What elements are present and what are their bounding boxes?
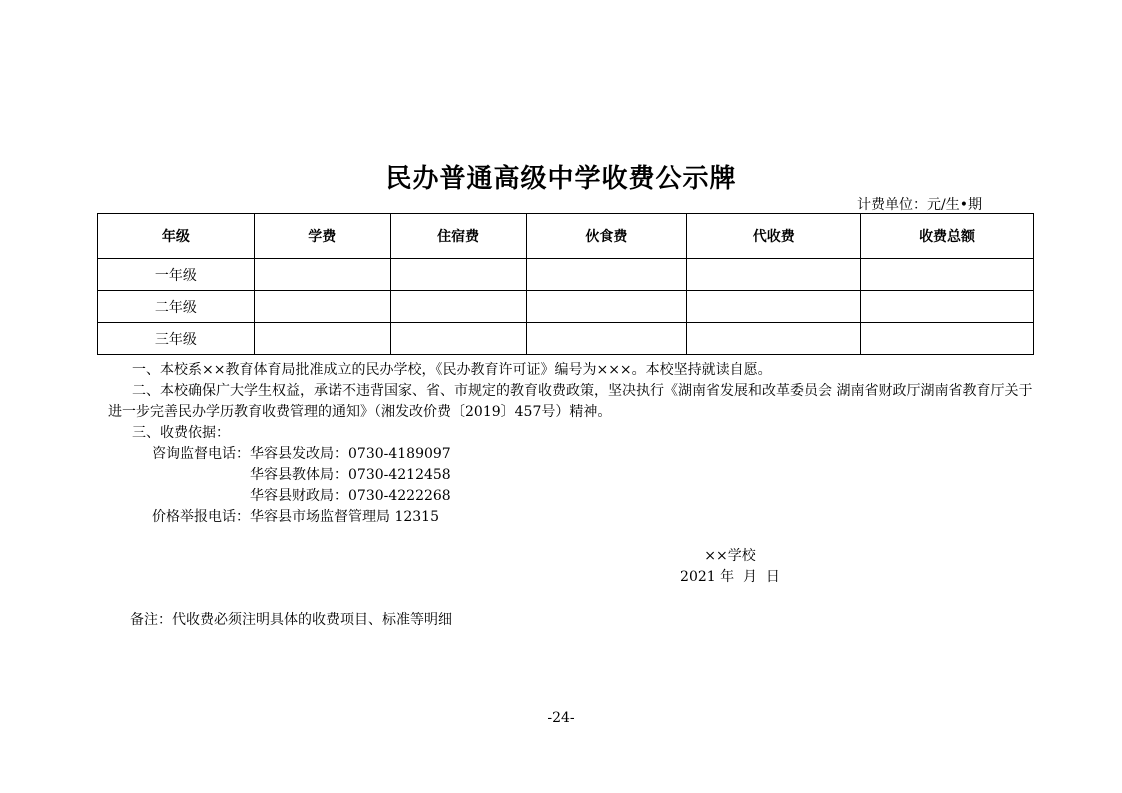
table-row [98, 291, 1034, 323]
policy-paragraph-2: 二、本校确保广大学生权益，承诺不违背国家、省、市规定的教育收费政策，坚决执行《湖南省发展和改革委员会 湖南省财政厅湖南省教育厅关于进一步完善民办学历教育收费管理的通知》（湘发改价费〔2019〕457号）精神。 [108, 383, 1033, 420]
contact-phone: 华容县财政局：0730-4222268 [250, 488, 451, 504]
policy-paragraph-1: 一、本校系××教育体育局批准成立的民办学校，《民办教育许可证》编号为×××。本校坚持就读自愿。 [132, 362, 772, 378]
table-cell [526, 259, 687, 291]
school-name: ××学校 [704, 548, 756, 564]
document-title: 民办普通高级中学收费公示牌 [385, 164, 737, 194]
table-cell [687, 259, 861, 291]
signature-date: 2021 年 月 日 [680, 569, 780, 585]
column-header-accommodation: 住宿费 [390, 214, 526, 259]
table-cell [390, 323, 526, 355]
column-header-tuition: 学费 [254, 214, 390, 259]
table-cell [861, 323, 1034, 355]
table-cell [254, 323, 390, 355]
contact-label: 价格举报电话： [152, 509, 250, 525]
remark-note: 备注：代收费必须注明具体的收费项目、标准等明细 [130, 612, 452, 628]
contact-phone: 华容县发改局：0730-4189097 [250, 446, 451, 462]
table-cell: 二年级 [98, 291, 255, 323]
contact-phone: 华容县教体局：0730-4212458 [250, 467, 451, 483]
table-cell [254, 259, 390, 291]
fee-table [97, 213, 1034, 355]
contact-row [134, 507, 451, 528]
table-cell [526, 291, 687, 323]
contact-label [134, 465, 250, 486]
policy-paragraph-3: 三、收费依据： [132, 425, 230, 441]
contact-phone: 华容县市场监督管理局 12315 [250, 509, 439, 525]
table-cell [526, 323, 687, 355]
contact-label: 咨询监督电话： [152, 446, 250, 462]
table-cell [861, 259, 1034, 291]
table-cell [687, 291, 861, 323]
column-header-meals: 伙食费 [526, 214, 687, 259]
table-cell: 三年级 [98, 323, 255, 355]
policy-text [108, 360, 1038, 444]
table-header-row [98, 214, 1034, 259]
page-number: -24- [547, 710, 575, 726]
table-cell [687, 323, 861, 355]
table-row [98, 323, 1034, 355]
table-cell [390, 291, 526, 323]
table-cell [861, 291, 1034, 323]
column-header-collected-fees: 代收费 [687, 214, 861, 259]
table-row [98, 259, 1034, 291]
table-cell: 一年级 [98, 259, 255, 291]
contact-row [134, 486, 451, 507]
signature-block [660, 546, 800, 588]
table-cell [254, 291, 390, 323]
contact-label [134, 486, 250, 507]
contact-row [134, 465, 451, 486]
contact-list [134, 444, 451, 528]
column-header-total: 收费总额 [861, 214, 1034, 259]
column-header-grade: 年级 [98, 214, 255, 259]
table-cell [390, 259, 526, 291]
contact-row [134, 444, 451, 465]
fee-unit-label: 计费单位：元/生•期 [857, 197, 982, 213]
